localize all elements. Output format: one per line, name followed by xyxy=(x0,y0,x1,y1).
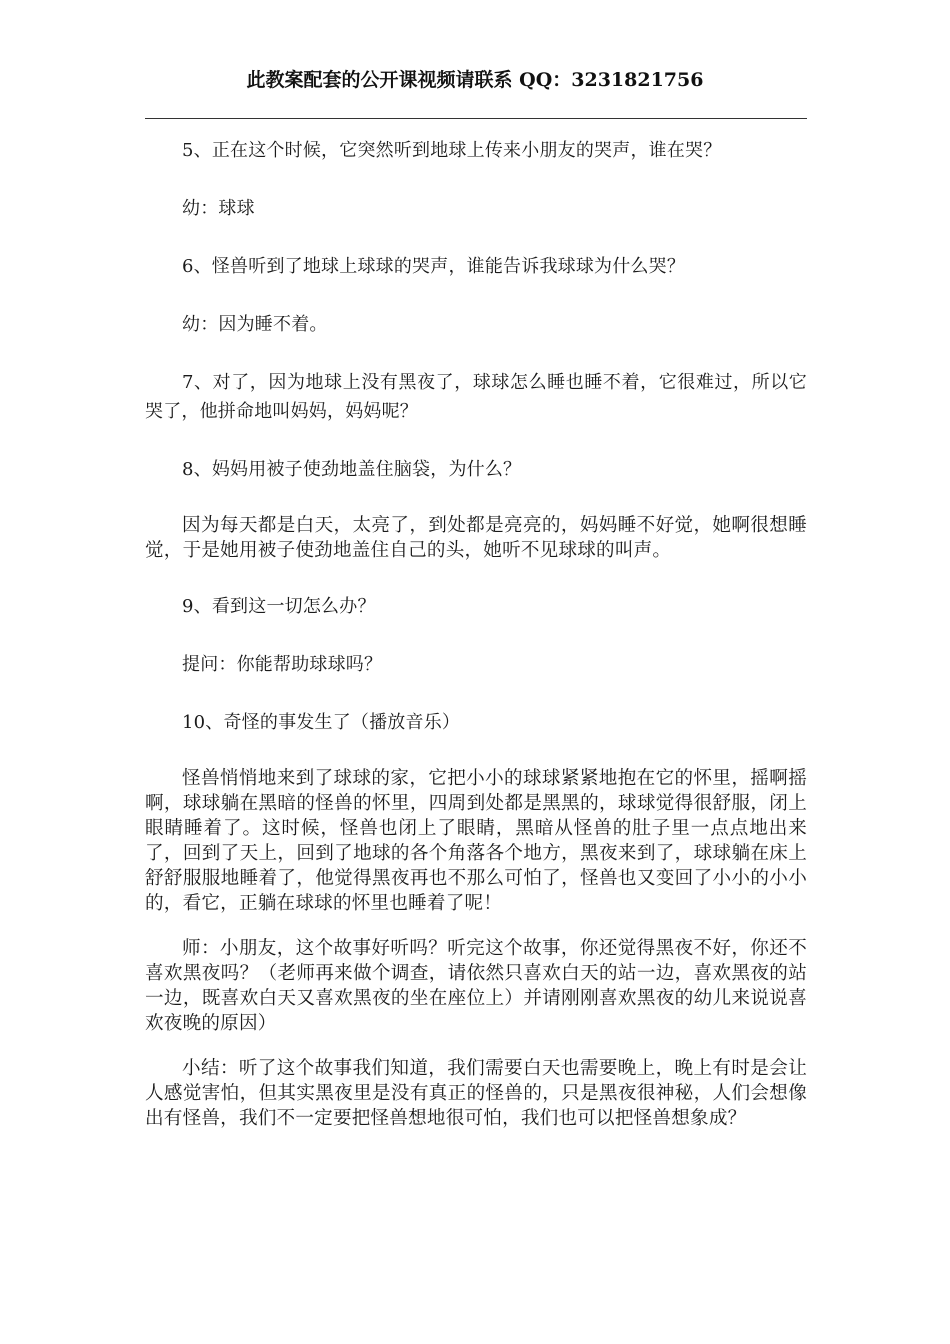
paragraph-step-6: 6、怪兽听到了地球上球球的哭声，谁能告诉我球球为什么哭？ xyxy=(182,256,686,277)
paragraph-step-8: 8、妈妈用被子使劲地盖住脑袋，为什么？ xyxy=(182,459,522,480)
paragraph-child-answer-1: 幼：球球 xyxy=(182,198,255,219)
paragraph-child-answer-2: 幼：因为睡不着。 xyxy=(182,314,328,335)
paragraph-step-9: 9、看到这一切怎么办？ xyxy=(182,596,376,617)
paragraph-question: 提问：你能帮助球球吗？ xyxy=(182,654,383,675)
paragraph-step-7: 7、对了，因为地球上没有黑夜了，球球怎么睡也睡不着，它很难过，所以它哭了，他拼命地叫妈妈，妈妈呢？ xyxy=(145,372,807,422)
paragraph-story: 怪兽悄悄地来到了球球的家，它把小小的球球紧紧地抱在它的怀里，摇啊摇啊，球球躺在黑暗的怪兽的怀里，四周到处都是黑黑的，球球觉得很舒服，闭上眼睛睡着了。这时候，怪兽也闭上了眼睛，黑暗从怪兽的肚子里一点点地出来了，回到了天上，回到了地球的各个角落各个地方，黑夜来到了，球球躺在床上舒舒服服地睡着了，他觉得黑夜再也不那么可怕了，怪兽也又变回了小小的小小的，看它，正躺在球球的怀里也睡着了呢！ xyxy=(145,768,807,914)
document-body xyxy=(145,136,807,1151)
paragraph-step-5: 5、正在这个时候，它突然听到地球上传来小朋友的哭声，谁在哭？ xyxy=(182,140,722,161)
paragraph-summary: 小结：听了这个故事我们知道，我们需要白天也需要晚上，晚上有时是会让人感觉害怕，但其实黑夜里是没有真正的怪兽的，只是黑夜很神秘，人们会想像出有怪兽，我们不一定要把怪兽想地很可怕，我们也可以把怪兽想象成？ xyxy=(145,1058,807,1129)
paragraph-teacher: 师：小朋友，这个故事好听吗？听完这个故事，你还觉得黑夜不好，你还不喜欢黑夜吗？（老师再来做个调查，请依然只喜欢白天的站一边，喜欢黑夜的站一边，既喜欢白天又喜欢黑夜的坐在座位上）并请刚刚喜欢黑夜的幼儿来说说喜欢夜晚的原因） xyxy=(145,938,807,1034)
paragraph-step-10: 10、奇怪的事发生了（播放音乐） xyxy=(182,712,461,733)
header-divider xyxy=(145,118,807,119)
paragraph-mother-explanation: 因为每天都是白天，太亮了，到处都是亮亮的，妈妈睡不好觉，她啊很想睡觉，于是她用被子使劲地盖住自己的头，她听不见球球的叫声。 xyxy=(145,515,807,561)
page-header-title: 此教案配套的公开课视频请联系 QQ：3231821756 xyxy=(246,69,704,91)
